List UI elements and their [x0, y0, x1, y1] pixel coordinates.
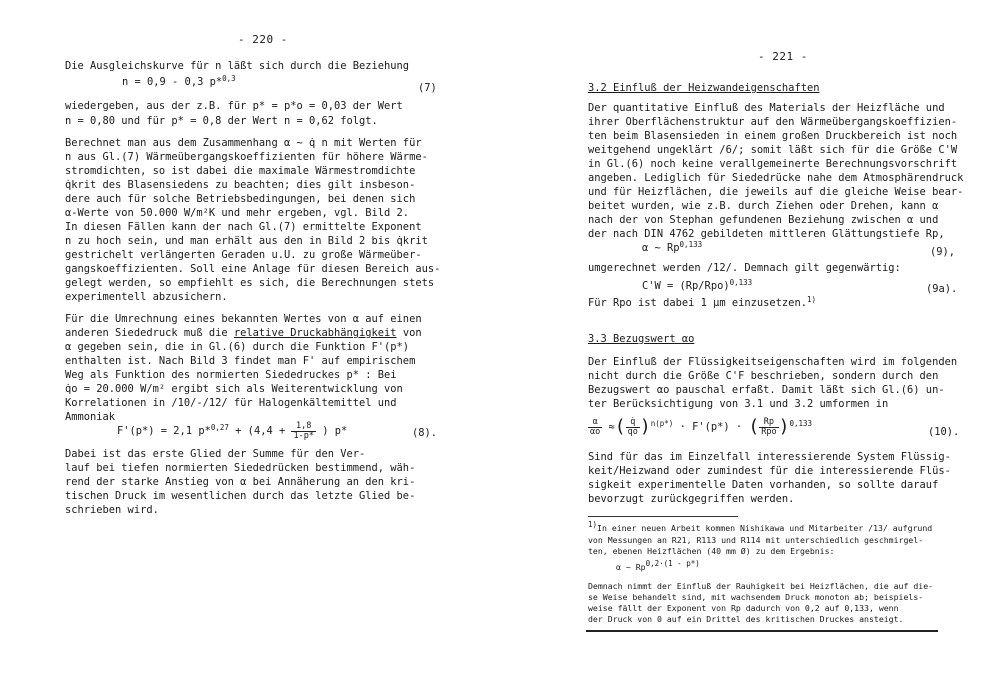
eq7-lhs: n = 0,9 - 0,3 p* — [122, 76, 223, 88]
footnote-line: von Messungen an R21, R113 und R114 mit unterschiedlich geschmirgel- — [588, 535, 924, 545]
p4-line: nicht durch die Größe C'F beschrieben, sondern durch den — [588, 370, 939, 382]
section-3-3-title — [588, 333, 694, 345]
p5-line: keit/Heizwand oder zumindest für die interessierende Flüs- — [588, 465, 951, 477]
p3-line2-post: von — [396, 327, 422, 339]
eq10-heatflux-ratio — [626, 418, 640, 437]
p4-line: Der Einfluß der Flüssigkeitseigenschaften wird im folgenden — [588, 356, 958, 368]
eq10-f2-den: q̇o — [627, 426, 638, 437]
page-bottom-rule — [586, 630, 938, 632]
eq9-label: (9), — [930, 246, 956, 258]
right-page — [500, 0, 1000, 678]
p1-line: angeben. Lediglich für Siededrücke nahe dem Atmosphärendruck — [588, 172, 964, 184]
eq10-mid: · F'(p*) · — [679, 421, 743, 433]
eq10-roughness-ratio — [759, 418, 778, 437]
eq10-paren-open: ( — [614, 416, 626, 437]
footnote-eq-exponent: 0,2·(1 - p*) — [645, 559, 700, 568]
p2-line: n aus Gl.(7) Wärmeübergangskoeffizienten für höhere Wärme- — [65, 151, 428, 163]
section-3-3-symbol: αo — [681, 333, 695, 345]
p1-line: n = 0,80 und für p* = 0,8 der Wert n = 0,62 folgt. — [65, 115, 378, 127]
eq10-paren-close-2: ) — [778, 416, 790, 437]
equation-8 — [117, 420, 347, 443]
page-number: - 221 - — [758, 50, 808, 63]
p2-line: dere auch für solche Betriebsbedingungen, bei denen sich — [65, 193, 416, 205]
p4-line: Dabei ist das erste Glied der Summe für den Ver- — [65, 448, 366, 460]
eq10-exponent-1: n(p*) — [650, 419, 674, 428]
eq10-f3-den: Rpo — [761, 426, 777, 437]
p2-line: gelegt werden, so empfiehlt es sich, die Berechnungen stets — [65, 277, 435, 289]
eq7-label: (7) — [418, 82, 437, 94]
p1-line: in Gl.(6) noch keine verallgemeinerte Berechnungsvorschrift — [588, 158, 958, 170]
p5-line: sigkeit experimentelle Daten vorhanden, so sollte darauf — [588, 479, 939, 491]
p2-line: α-Werte von 50.000 W/m²K und mehr ergeben, vgl. Bild 2. — [65, 207, 410, 219]
p2-line: q̇krit des Blasensiedens zu beachten; dies gilt insbeson- — [65, 179, 416, 191]
p2-line: experimentell abzusichern. — [65, 291, 228, 303]
p3-line2-pre: anderen Siededruck muß die — [65, 327, 234, 339]
eq8-frac-num: 1,8 — [291, 422, 315, 432]
p1-line: nach der von Stephan gefundenen Beziehung zwischen α und — [588, 214, 939, 226]
footnote-eq-lhs: α ~ Rp — [616, 562, 646, 572]
p1-line: beitet wurden, wie z.B. durch Ziehen oder Drehen, kann α — [588, 200, 939, 212]
eq10-paren-open-2: ( — [748, 416, 760, 437]
footnote-line: Demnach nimmt der Einfluß der Rauhigkeit bei Heizflächen, die auf die- — [588, 581, 934, 591]
p3-line: Ammoniak — [65, 411, 116, 423]
eq8-part1: F'(p*) = 2,1 p* — [117, 425, 211, 437]
eq10-f1-num: α — [588, 418, 602, 428]
eq8-frac-den: 1-p* — [293, 430, 314, 441]
p1-line: ten beim Blasensieden in einem großen Druckbereich ist noch — [588, 130, 958, 142]
p2-line: In diesen Fällen kann der nach Gl.(7) ermittelte Exponent — [65, 221, 422, 233]
equation-10 — [588, 415, 812, 440]
p3-line — [588, 297, 816, 310]
eq10-exponent-2: 0,133 — [789, 419, 813, 428]
p3-line: Weg als Funktion des normierten Siededruckes p* : Bei — [65, 369, 397, 381]
eq8-part3: ) p* — [322, 425, 348, 437]
p4-line: tischen Druck im wesentlichen durch das letzte Glied be- — [65, 490, 416, 502]
p3-line: α gegeben sein, die in Gl.(6) durch die Funktion F'(p*) — [65, 341, 410, 353]
eq9a-exponent: 0,133 — [729, 278, 753, 287]
equation-7 — [122, 76, 236, 89]
p2-line: gangskoeffizienten. Soll eine Anlage für diesen Bereich aus- — [65, 263, 441, 275]
intro-text: Die Ausgleichskurve für n läßt sich durch die Beziehung — [65, 60, 410, 72]
p1-line: der nach DIN 4762 gebildeten mittleren Glättungstiefe Rp, — [588, 228, 945, 240]
p4-line: lauf bei tiefen normierten Siededrücken bestimmend, wäh- — [65, 462, 416, 474]
p3-line: Korrelationen in /10/-/12/ für Halogenkältemittel und — [65, 397, 397, 409]
p4-line: rend der starke Anstieg von α bei Annäherung an den kri- — [65, 476, 416, 488]
section-3-2-title: 3.2 Einfluß der Heizwandeigenschaften — [588, 82, 820, 94]
footnote-reference: 1) — [806, 295, 816, 304]
p1-line: weitgehend ungeklärt /6/; somit läßt sich für die Größe C'W — [588, 144, 958, 156]
p5-line: bevorzugt zurückgegriffen werden. — [588, 493, 795, 505]
eq10-f1-den: αo — [590, 426, 601, 437]
p1-line: ihrer Oberflächenstruktur auf den Wärmeübergangskoeffizien- — [588, 116, 958, 128]
eq10-label: (10). — [928, 426, 960, 438]
footnote-line: ten, ebenen Heizflächen (40 mm Ø) zu dem Ergebnis: — [588, 546, 835, 556]
p3-line: q̇o = 20.000 W/m² ergibt sich als Weiterentwicklung von — [65, 383, 403, 395]
p3-text: Für Rpo ist dabei 1 μm einzusetzen. — [588, 297, 807, 309]
eq10-paren-close: ) — [639, 416, 651, 437]
eq9-lhs: α ~ Rp — [642, 242, 680, 254]
eq9-exponent: 0,133 — [679, 240, 703, 249]
p3-line: Für die Umrechnung eines bekannten Wertes von α auf einen — [65, 313, 422, 325]
p2-line: gestrichelt verlängerten Geraden u.U. zu große Wärmeüber- — [65, 249, 422, 261]
relative-druckabhaengigkeit-term: relative Druckabhängigkeit — [233, 327, 397, 339]
eq10-f3-num: Rp — [759, 418, 778, 428]
footnote-line: weise fällt der Exponent von Rp dadurch von 0,2 auf 0,133, wenn — [588, 603, 899, 613]
p1-line: und für Heizflächen, die jeweils auf die gleiche Weise bear- — [588, 186, 964, 198]
p1-line: wiedergeben, aus der z.B. für p* = p*o = 0,03 der Wert — [65, 100, 403, 112]
p2-line: n zu hoch sein, und man erhält aus den in Bild 2 bis q̇krit — [65, 235, 428, 247]
footnote-separator — [588, 516, 738, 517]
eq10-alpha-ratio — [588, 418, 602, 437]
p4-line: Bezugswert αo pauschal erfaßt. Damit läßt sich Gl.(6) un- — [588, 384, 945, 396]
p4-line: ter Berücksichtigung von 3.1 und 3.2 umformen in — [588, 398, 889, 410]
p3-line — [65, 327, 422, 339]
eq9a-lhs: C'W = (Rp/Rpo) — [642, 280, 730, 292]
equation-9 — [642, 242, 702, 255]
footnote-mark: 1) — [588, 520, 598, 529]
eq8-part2: + (4,4 + — [235, 425, 286, 437]
page-number: - 220 - — [238, 33, 288, 46]
footnote-line: der Druck von 0 auf ein Drittel des kritischen Druckes ansteigt. — [588, 614, 904, 624]
eq8-exponent: 0,27 — [210, 423, 229, 432]
eq9a-label: (9a). — [926, 283, 958, 295]
equation-9a — [642, 280, 752, 293]
p5-line: Sind für das im Einzelfall interessierende System Flüssig- — [588, 451, 951, 463]
eq10-f2-num: q̇ — [626, 418, 640, 428]
p2-line: Berechnet man aus dem Zusammenhang α ~ q̇ n mit Werten für — [65, 137, 422, 149]
eq8-label: (8). — [412, 427, 438, 439]
p3-line: enthalten ist. Nach Bild 3 findet man F' auf empirischem — [65, 355, 416, 367]
footnote-line: se Weise behandelt sind, mit wachsendem Druck monoton ab; beispiels- — [588, 592, 924, 602]
footnote-equation — [616, 561, 700, 574]
p1-line: Der quantitative Einfluß des Materials der Heizfläche und — [588, 102, 945, 114]
footnote-line-1: In einer neuen Arbeit kommen Nishikawa und Mitarbeiter /13/ aufgrund — [597, 523, 933, 533]
eq10-approx: ≈ — [608, 421, 615, 433]
p2-line: umgerechnet werden /12/. Demnach gilt gegenwärtig: — [588, 262, 901, 274]
p2-line: stromdichten, so ist dabei die maximale Wärmestromdichte — [65, 165, 416, 177]
section-3-3-title-text: 3.3 Bezugswert — [588, 333, 682, 345]
eq7-exponent: 0,3 — [222, 74, 236, 83]
eq8-fraction — [291, 422, 315, 441]
p4-line: schrieben wird. — [65, 504, 159, 516]
